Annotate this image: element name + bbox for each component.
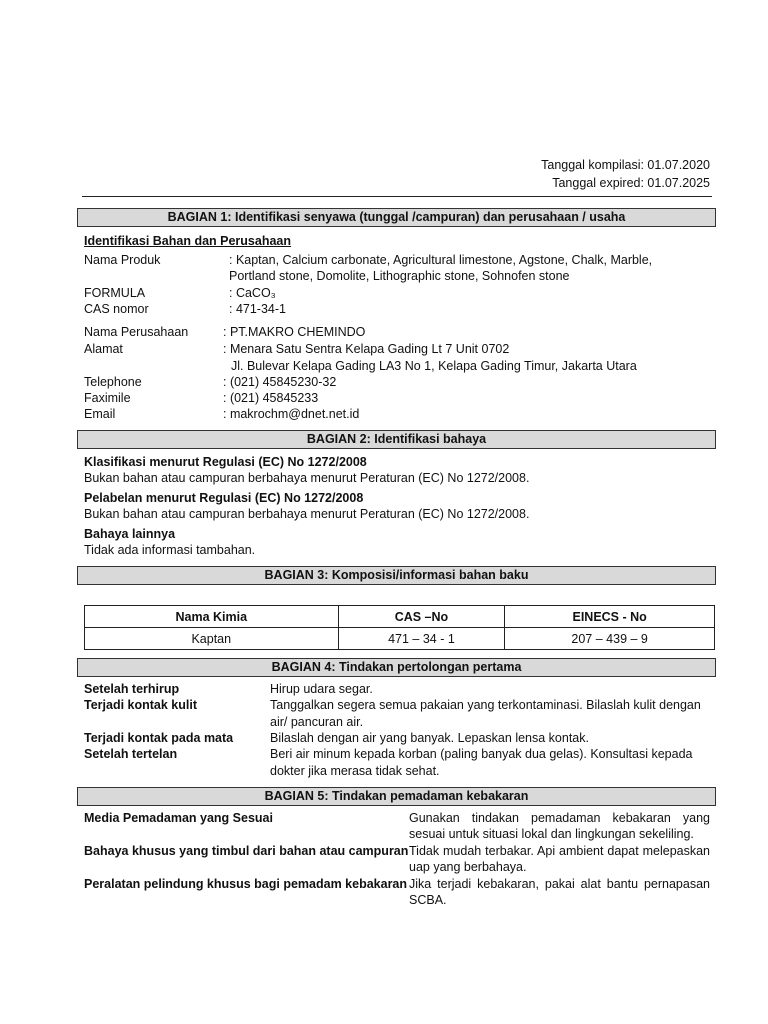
ingestion-text: Beri air minum kepada korban (paling banyak dua gelas). Konsultasi kepada <box>270 747 693 761</box>
column-header: EINECS - No <box>505 606 715 628</box>
classification-heading: Klasifikasi menurut Regulasi (EC) No 1272/2008 <box>84 455 367 469</box>
product-value: : Kaptan, Calcium carbonate, Agricultural limestone, Agstone, Chalk, Marble, <box>229 253 653 267</box>
table-cell: 471 – 34 - 1 <box>338 628 505 650</box>
table-cell: Kaptan <box>85 628 339 650</box>
email-value: : makrochm@dnet.net.id <box>223 407 360 421</box>
protective-equipment-text: Jika terjadi kebakaran, pakai alat bantu pernapasan SCBA. <box>409 877 710 907</box>
classification-text: Bukan bahan atau campuran berbahaya menurut Peraturan (EC) No 1272/2008. <box>84 471 530 485</box>
skin-contact-text: Tanggalkan segera semua pakaian yang terkontaminasi. Bilaslah kulit dengan <box>270 698 701 712</box>
email-label: Email <box>84 407 116 421</box>
inhalation-label: Setelah terhirup <box>84 682 180 696</box>
ingestion-label: Setelah tertelan <box>84 747 178 761</box>
labelling-heading: Pelabelan menurut Regulasi (EC) No 1272/2008 <box>84 491 364 505</box>
table-header-row <box>85 606 715 628</box>
labelling-text: Bukan bahan atau campuran berbahaya menurut Peraturan (EC) No 1272/2008. <box>84 507 530 521</box>
composition-table <box>84 605 715 650</box>
table-row <box>85 628 715 650</box>
formula-value: : CaCO₃ <box>229 286 276 300</box>
company-value: : PT.MAKRO CHEMINDO <box>223 325 366 339</box>
expiry-date: Tanggal expired: 01.07.2025 <box>552 176 710 190</box>
product-label: Nama Produk <box>84 253 161 267</box>
section4-title: BAGIAN 4: Tindakan pertolongan pertama <box>77 658 716 677</box>
cas-value: : 471-34-1 <box>229 302 286 316</box>
column-header: Nama Kimia <box>85 606 339 628</box>
inhalation-text: Hirup udara segar. <box>270 682 373 696</box>
address-line2: Jl. Bulevar Kelapa Gading LA3 No 1, Kelapa Gading Timur, Jakarta Utara <box>231 359 637 373</box>
address-line1: : Menara Satu Sentra Kelapa Gading Lt 7 Unit 0702 <box>223 342 510 356</box>
extinguishing-media-label: Media Pemadaman yang Sesuai <box>84 811 273 825</box>
section2-title: BAGIAN 2: Identifikasi bahaya <box>77 430 716 449</box>
product-value-cont: Portland stone, Domolite, Lithographic stone, Sohnofen stone <box>229 269 570 283</box>
column-header: CAS –No <box>338 606 505 628</box>
formula-label: FORMULA <box>84 286 146 300</box>
skin-contact-text-cont: air/ pancuran air. <box>270 715 364 729</box>
section1-title: BAGIAN 1: Identifikasi senyawa (tunggal /campuran) dan perusahaan / usaha <box>77 208 716 227</box>
section1-subheading: Identifikasi Bahan dan Perusahaan <box>84 234 292 248</box>
extinguishing-media-text: Gunakan tindakan pemadaman kebakaran yang sesuai untuk situasi lokal dan lingkungan sekeliling. <box>409 811 710 841</box>
ingestion-text-cont: dokter jika merasa tidak sehat. <box>270 764 440 778</box>
special-hazards-label: Bahaya khusus yang timbul dari bahan atau campuran <box>84 844 409 858</box>
fax-label: Faximile <box>84 391 131 405</box>
company-label: Nama Perusahaan <box>84 325 189 339</box>
skin-contact-label: Terjadi kontak kulit <box>84 698 197 712</box>
phone-value: : (021) 45845230-32 <box>223 375 337 389</box>
other-hazards-heading: Bahaya lainnya <box>84 527 176 541</box>
table-cell: 207 – 439 – 9 <box>505 628 715 650</box>
special-hazards-text: Tidak mudah terbakar. Api ambient dapat melepaskan uap yang berbahaya. <box>409 844 710 874</box>
section5-title: BAGIAN 5: Tindakan pemadaman kebakaran <box>77 787 716 806</box>
eye-contact-label: Terjadi kontak pada mata <box>84 731 234 745</box>
header-divider <box>82 196 712 197</box>
section3-title: BAGIAN 3: Komposisi/informasi bahan baku <box>77 566 716 585</box>
protective-equipment-label: Peralatan pelindung khusus bagi pemadam kebakaran <box>84 877 408 891</box>
address-label: Alamat <box>84 342 123 356</box>
phone-label: Telephone <box>84 375 142 389</box>
other-hazards-text: Tidak ada informasi tambahan. <box>84 543 256 557</box>
eye-contact-text: Bilaslah dengan air yang banyak. Lepaskan lensa kontak. <box>270 731 589 745</box>
cas-label: CAS nomor <box>84 302 149 316</box>
fax-value: : (021) 45845233 <box>223 391 319 405</box>
compile-date: Tanggal kompilasi: 01.07.2020 <box>541 158 710 172</box>
